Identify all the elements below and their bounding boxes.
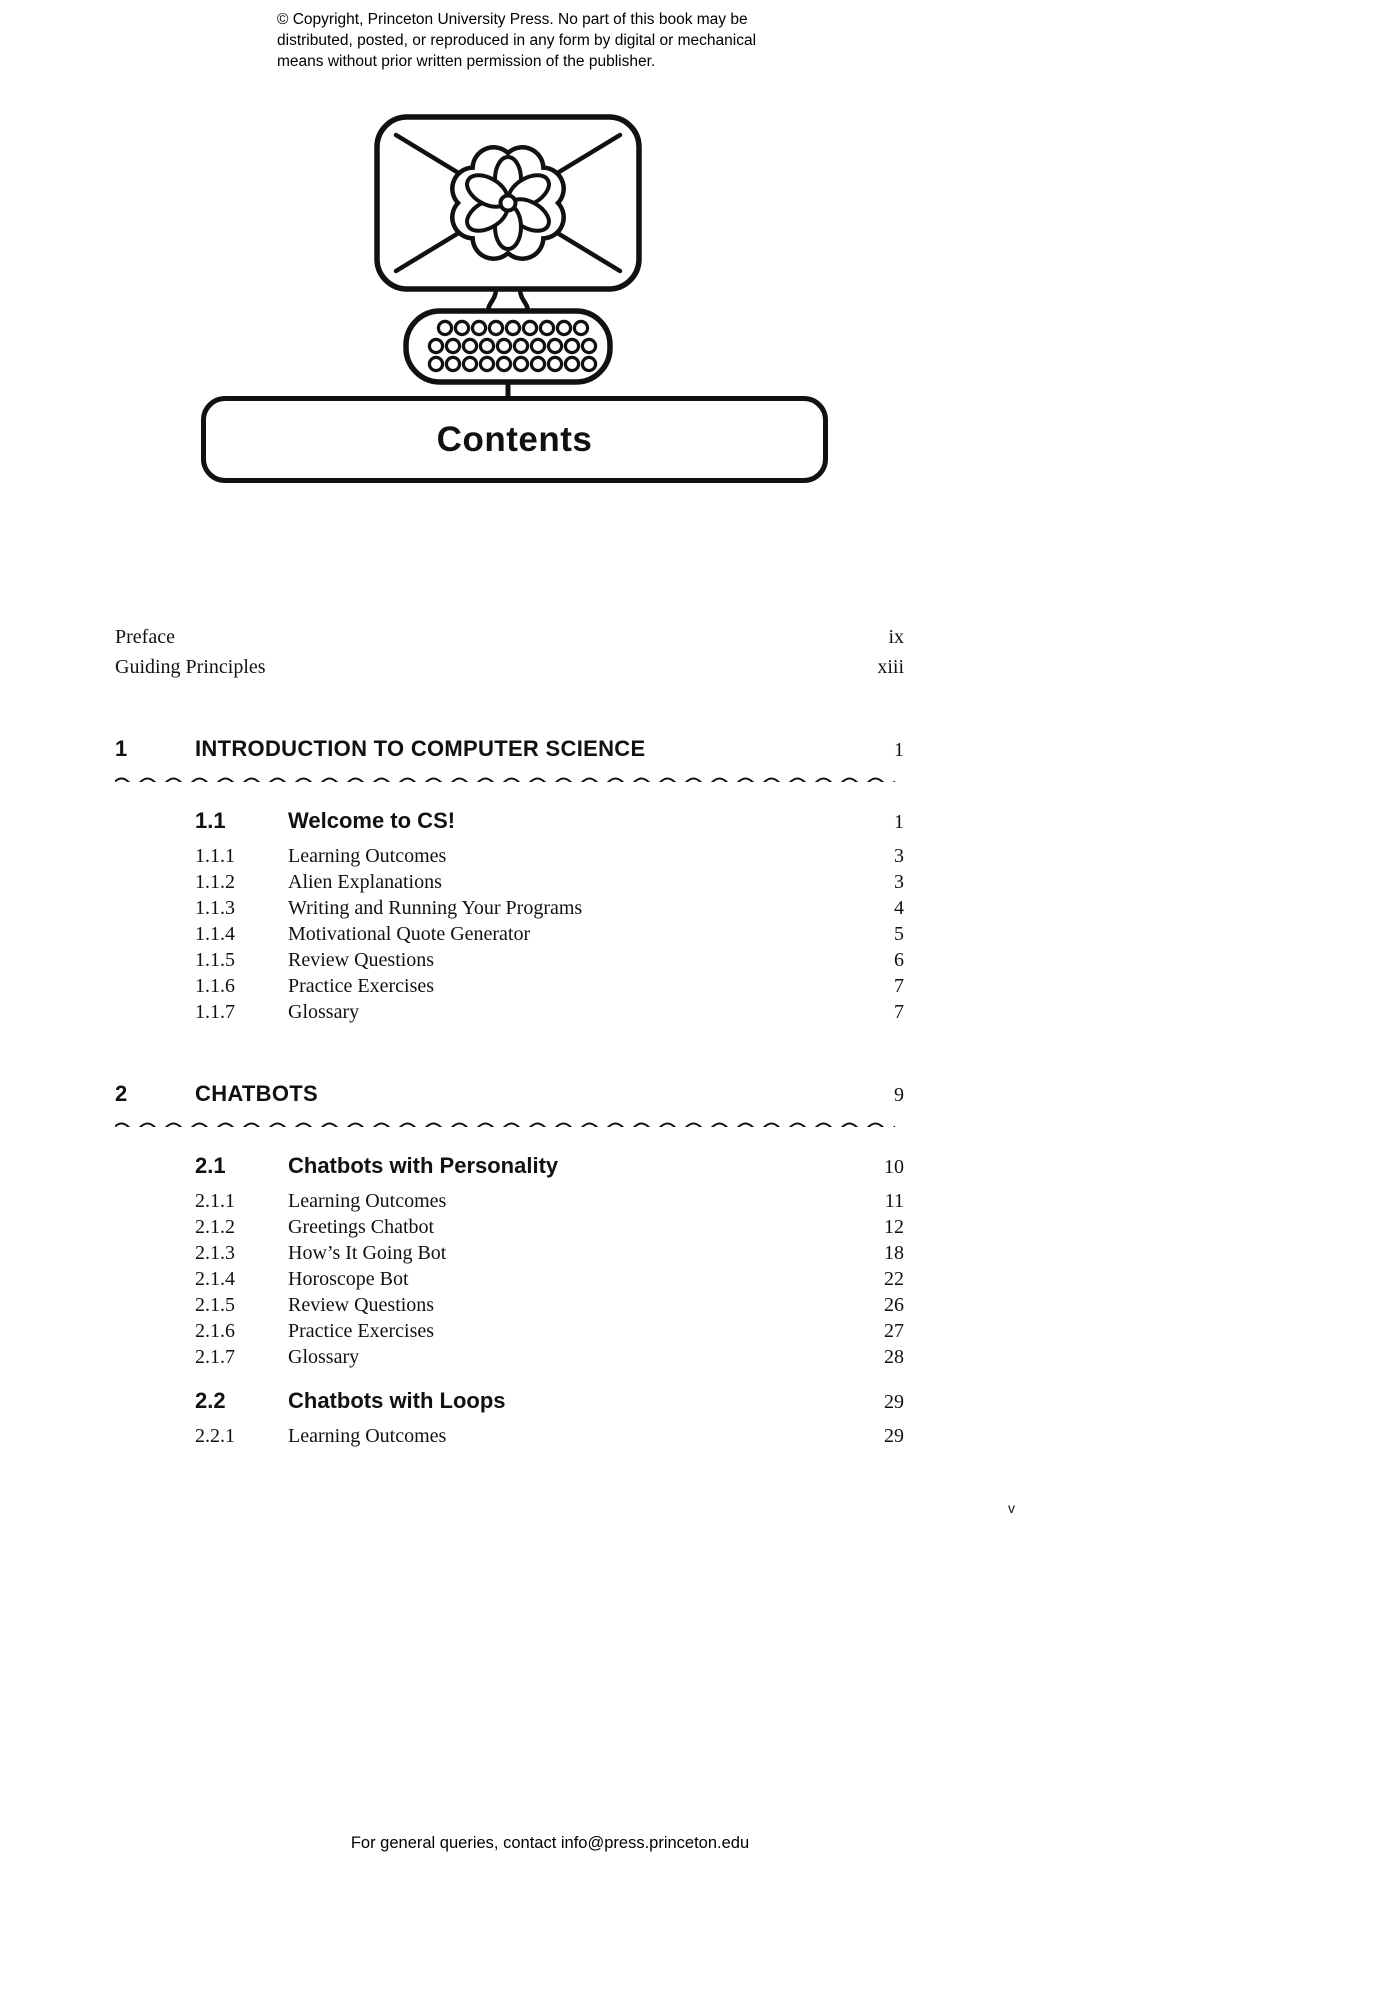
toc-subsection-row bbox=[115, 1344, 904, 1370]
subsection-number: 2.1.3 bbox=[195, 1242, 235, 1264]
section-title: Chatbots with Loops bbox=[288, 1388, 506, 1413]
toc-subsection-row bbox=[115, 1292, 904, 1318]
page-number: 5 bbox=[894, 923, 904, 945]
wavy-divider bbox=[115, 773, 904, 782]
toc-subsection-row bbox=[115, 843, 904, 869]
page-number: 11 bbox=[884, 1190, 904, 1212]
subsection-title: How’s It Going Bot bbox=[288, 1242, 447, 1264]
subsection-title: Learning Outcomes bbox=[288, 1425, 447, 1447]
toc-subsection-row bbox=[115, 1214, 904, 1240]
subsection-title: Practice Exercises bbox=[288, 975, 435, 997]
section-number: 2.1 bbox=[195, 1153, 226, 1178]
folio-page-number: v bbox=[1008, 1500, 1015, 1516]
page-number: 29 bbox=[884, 1425, 904, 1447]
subsection-number: 2.1.7 bbox=[195, 1346, 235, 1368]
subsection-title: Learning Outcomes bbox=[288, 845, 447, 867]
chapter-number: 2 bbox=[115, 1081, 128, 1106]
subsection-title: Motivational Quote Generator bbox=[288, 923, 531, 945]
subsection-number: 1.1.4 bbox=[195, 923, 235, 945]
page-number: 28 bbox=[884, 1346, 904, 1368]
copyright-line: distributed, posted, or reproduced in any form by digital or mechanical bbox=[277, 32, 757, 49]
subsection-number: 2.2.1 bbox=[195, 1425, 235, 1447]
chapter-title: INTRODUCTION TO COMPUTER SCIENCE bbox=[195, 736, 646, 761]
toc-subsection-row bbox=[115, 921, 904, 947]
subsection-title: Greetings Chatbot bbox=[288, 1216, 435, 1238]
toc-subsection-row bbox=[115, 1318, 904, 1344]
toc-subsection-row bbox=[115, 999, 904, 1025]
page-number: 18 bbox=[884, 1242, 904, 1264]
page-number: 22 bbox=[884, 1268, 904, 1290]
copyright-notice bbox=[277, 9, 857, 72]
page-number: 6 bbox=[894, 949, 904, 971]
subsection-number: 1.1.3 bbox=[195, 897, 235, 919]
subsection-title: Writing and Running Your Programs bbox=[288, 897, 583, 919]
page-number: xiii bbox=[877, 656, 904, 678]
copyright-line: means without prior written permission of the publisher. bbox=[277, 53, 656, 70]
subsection-number: 1.1.6 bbox=[195, 975, 235, 997]
subsection-title: Glossary bbox=[288, 1001, 360, 1023]
chapter-number: 1 bbox=[115, 736, 128, 761]
page-number: 3 bbox=[894, 845, 904, 867]
subsection-number: 1.1.1 bbox=[195, 845, 235, 867]
toc-subsection-row bbox=[115, 1423, 904, 1449]
page-number: 9 bbox=[894, 1084, 904, 1106]
front-matter-label: Guiding Principles bbox=[115, 656, 266, 678]
page-number: 12 bbox=[884, 1216, 904, 1238]
toc-subsection-row bbox=[115, 895, 904, 921]
page-title: Contents bbox=[436, 419, 593, 459]
computer-illustration bbox=[200, 112, 820, 412]
subsection-title: Horoscope Bot bbox=[288, 1268, 409, 1290]
subsection-number: 2.1.4 bbox=[195, 1268, 235, 1290]
section-number: 1.1 bbox=[195, 808, 226, 833]
page-number: 4 bbox=[894, 897, 904, 919]
subsection-number: 2.1.1 bbox=[195, 1190, 235, 1212]
subsection-number: 1.1.7 bbox=[195, 1001, 235, 1023]
toc-subsection-row bbox=[115, 973, 904, 999]
subsection-title: Learning Outcomes bbox=[288, 1190, 447, 1212]
toc-front-matter-row bbox=[115, 652, 904, 682]
toc-front-matter-row bbox=[115, 622, 904, 652]
page-number: 1 bbox=[894, 739, 904, 761]
subsection-number: 2.1.6 bbox=[195, 1320, 235, 1342]
page-number: 3 bbox=[894, 871, 904, 893]
subsection-title: Review Questions bbox=[288, 949, 435, 971]
toc-section-row bbox=[115, 1386, 904, 1417]
table-of-contents bbox=[115, 622, 904, 1449]
subsection-title: Alien Explanations bbox=[288, 871, 442, 893]
section-title: Welcome to CS! bbox=[288, 808, 456, 833]
wavy-divider bbox=[115, 1118, 904, 1127]
toc-section-row bbox=[115, 1151, 904, 1182]
page-number: 29 bbox=[884, 1391, 904, 1413]
subsection-number: 2.1.2 bbox=[195, 1216, 235, 1238]
subsection-number: 1.1.5 bbox=[195, 949, 235, 971]
footer-contact: For general queries, contact info@press.princeton.edu bbox=[350, 1834, 750, 1852]
front-matter-label: Preface bbox=[115, 626, 175, 648]
contents-banner bbox=[201, 396, 828, 483]
subsection-number: 1.1.2 bbox=[195, 871, 235, 893]
copyright-line: © Copyright, Princeton University Press. No part of this book may be bbox=[277, 11, 748, 28]
page-number: ix bbox=[888, 626, 904, 648]
toc-chapter-heading bbox=[115, 1079, 904, 1110]
toc-subsection-row bbox=[115, 947, 904, 973]
page-number: 10 bbox=[884, 1156, 904, 1178]
toc-subsection-row bbox=[115, 1240, 904, 1266]
subsection-title: Glossary bbox=[288, 1346, 360, 1368]
toc-chapter-heading bbox=[115, 734, 904, 765]
page-number: 27 bbox=[884, 1320, 904, 1342]
toc-subsection-row bbox=[115, 869, 904, 895]
toc-subsection-row bbox=[115, 1188, 904, 1214]
section-title: Chatbots with Personality bbox=[288, 1153, 559, 1178]
page-number: 7 bbox=[894, 975, 904, 997]
subsection-title: Review Questions bbox=[288, 1294, 435, 1316]
toc-subsection-row bbox=[115, 1266, 904, 1292]
chapter-title: CHATBOTS bbox=[195, 1081, 318, 1106]
subsection-number: 2.1.5 bbox=[195, 1294, 235, 1316]
page-number: 7 bbox=[894, 1001, 904, 1023]
toc-section-row bbox=[115, 806, 904, 837]
keyboard-keys bbox=[429, 321, 595, 370]
subsection-title: Practice Exercises bbox=[288, 1320, 435, 1342]
page-number: 1 bbox=[894, 811, 904, 833]
page-number: 26 bbox=[884, 1294, 904, 1316]
section-number: 2.2 bbox=[195, 1388, 226, 1413]
